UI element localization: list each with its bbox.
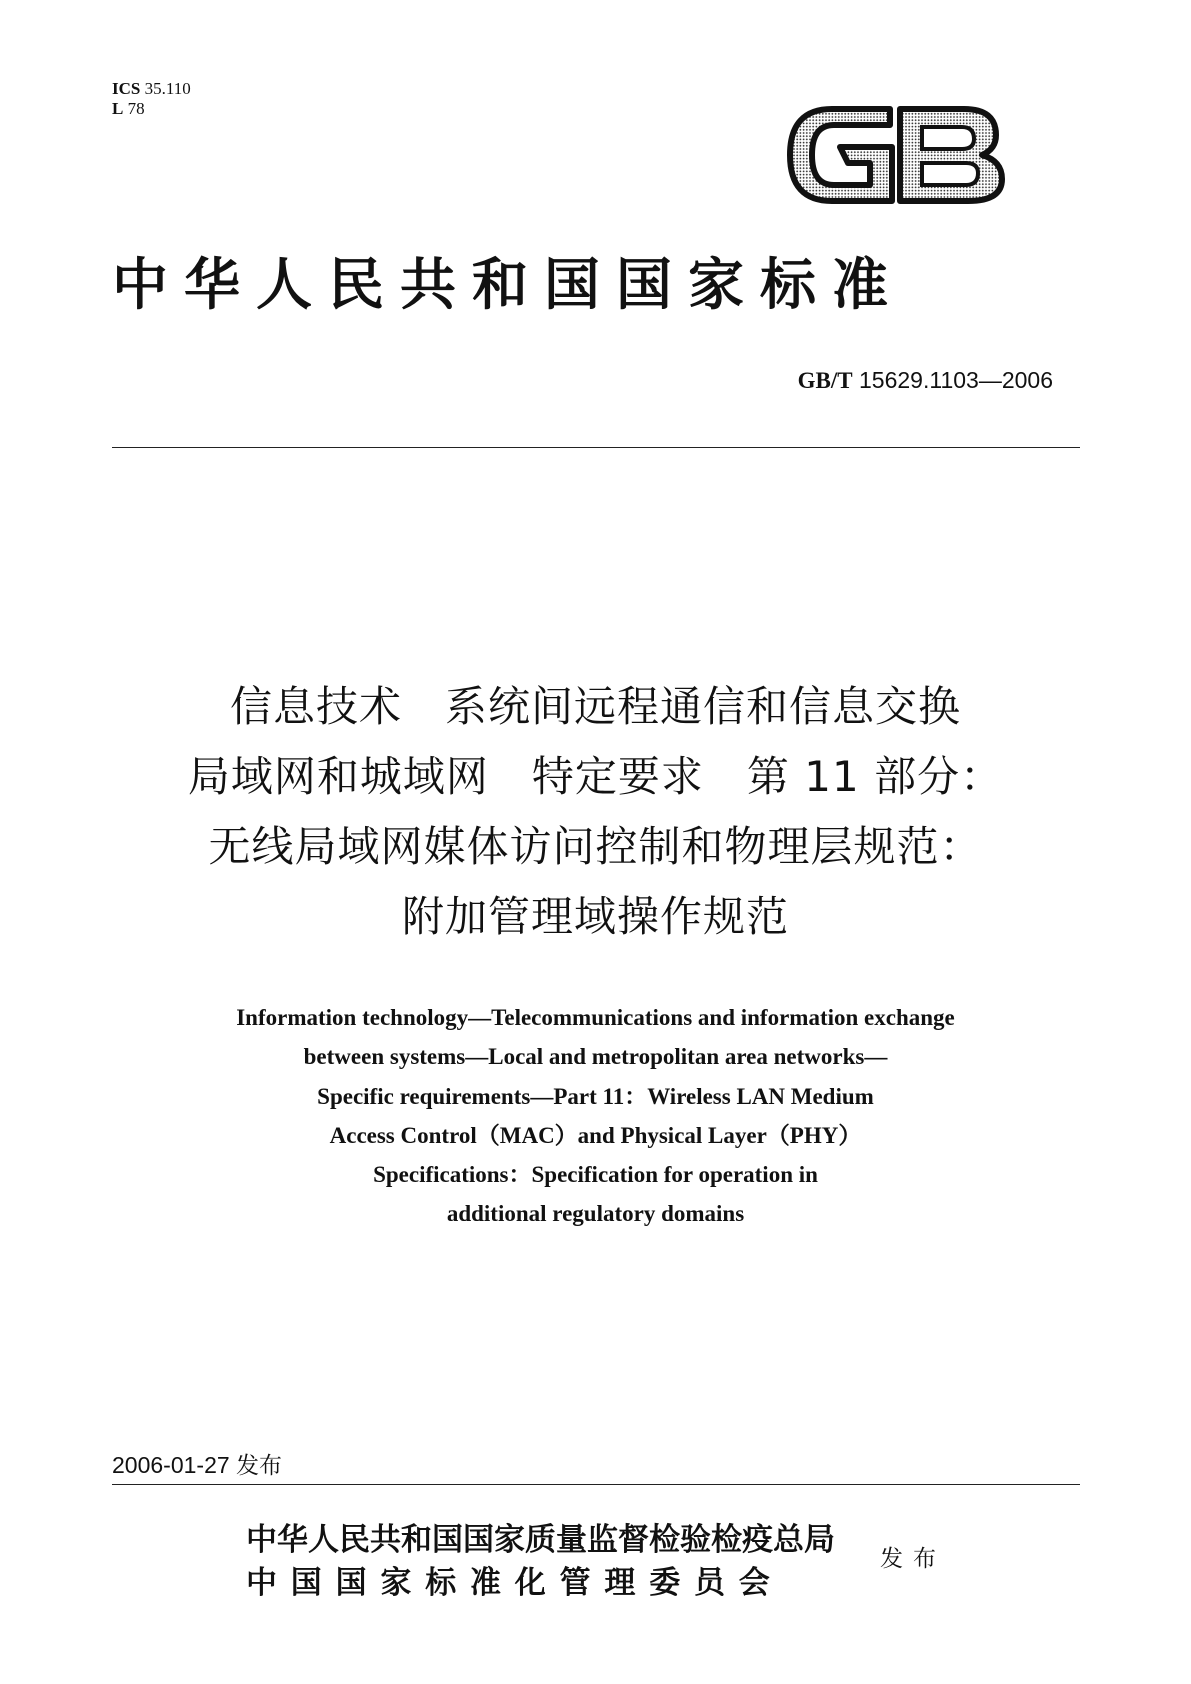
issuer-sac: 中国国家标准化管理委员会 bbox=[246, 1565, 784, 1601]
title-cn-line: 无线局域网媒体访问控制和物理层规范： bbox=[208, 822, 983, 871]
logo-letter-g bbox=[790, 109, 892, 201]
ccs-line bbox=[112, 99, 191, 119]
issuing-authorities bbox=[246, 1519, 835, 1605]
title-en-line: between systems—Local and metropolitan area networks— bbox=[303, 1044, 888, 1070]
title-english bbox=[95, 998, 1096, 1234]
bottom-divider bbox=[112, 1484, 1080, 1485]
top-divider bbox=[112, 447, 1080, 448]
national-standard-banner: 中华人民共和国国家标准 bbox=[112, 252, 904, 318]
issue-label: 发布 bbox=[880, 1546, 946, 1572]
gb-logo bbox=[786, 93, 1008, 217]
title-chinese bbox=[95, 672, 1096, 952]
ccs-label: L bbox=[112, 99, 124, 118]
ccs-code: 78 bbox=[127, 99, 145, 118]
ics-label: ICS bbox=[112, 79, 141, 98]
title-en-line: Specific requirements—Part 11：Wireless LAN Medium bbox=[317, 1083, 874, 1109]
publish-date: 2006-01-27 bbox=[112, 1452, 230, 1478]
title-en-line: additional regulatory domains bbox=[446, 1201, 745, 1227]
publish-date-line bbox=[112, 1451, 282, 1479]
title-en-line: Specifications：Specification for operation in bbox=[373, 1162, 818, 1188]
standard-number: 15629.1103—2006 bbox=[859, 367, 1053, 393]
classification-codes bbox=[112, 79, 191, 119]
title-cn-line: 信息技术 系统间远程通信和信息交换 bbox=[229, 682, 961, 731]
issuer-aqsiq: 中华人民共和国国家质量监督检验检疫总局 bbox=[246, 1522, 835, 1558]
ics-code: 35.110 bbox=[144, 79, 191, 98]
standard-code bbox=[798, 366, 1053, 395]
title-cn-line: 附加管理域操作规范 bbox=[401, 892, 789, 941]
standard-prefix: GB/T bbox=[797, 368, 853, 393]
publish-label: 发布 bbox=[236, 1452, 283, 1478]
title-cn-line: 局域网和城域网 特定要求 第 11 部分： bbox=[187, 752, 1004, 801]
ics-line bbox=[112, 79, 191, 99]
title-en-line: Access Control（MAC）and Physical Layer（PHY） bbox=[329, 1122, 862, 1148]
logo-letter-b bbox=[900, 109, 1002, 201]
title-en-line: Information technology—Telecommunications and information exchange bbox=[236, 1005, 955, 1030]
